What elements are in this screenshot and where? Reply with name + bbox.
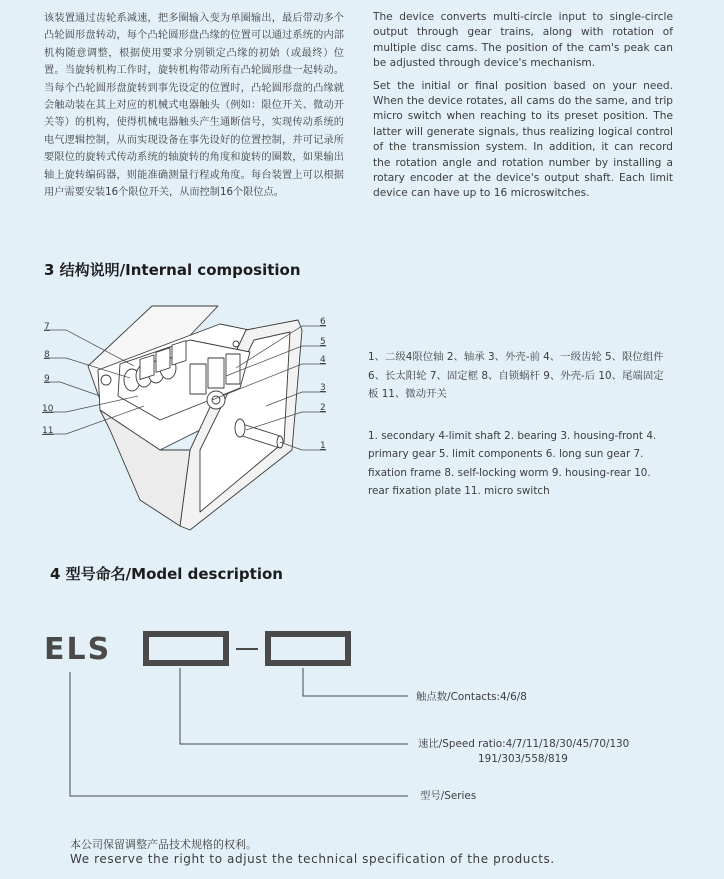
callout-3: 3 <box>320 383 326 393</box>
footer-english: We reserve the right to adjust the technical specification of the products. <box>70 852 555 866</box>
speed-ratio-box <box>146 634 226 663</box>
model-prefix: ELS <box>44 632 112 667</box>
parts-list-english: 1. secondary 4-limit shaft 2. bearing 3. housing-front 4. primary gear 5. limit components 6. long sun gear 7. fixation frame 8. self-locking worm 9. housing-rear 10. rear fixation plate 11. micro switch <box>368 430 657 497</box>
internal-composition-diagram <box>40 300 340 540</box>
contacts-label: 触点数/Contacts:4/6/8 <box>416 691 527 703</box>
callout-2: 2 <box>320 403 326 413</box>
callout-6: 6 <box>320 317 326 327</box>
intro-english-paragraph-1: The device converts multi-circle input to single-circle output through gear trains, along with rotation of multiple disc cams. The position of the cam's peak can be adjusted through device's mechanism. <box>373 11 673 70</box>
section-4-heading: 4 型号命名/Model description <box>50 565 283 583</box>
callout-5: 5 <box>320 337 326 347</box>
parts-list-chinese: 1、二级4限位轴 2、轴承 3、外壳-前 4、一级齿轮 5、限位组件 6、长太阳轮 7、固定框 8、自锁蜗杆 9、外壳-后 10、尾端固定板 11、微动开关 <box>368 351 664 400</box>
callout-7: 7 <box>44 322 50 332</box>
model-code-diagram <box>0 620 724 810</box>
series-label: 型号/Series <box>420 790 477 802</box>
footer-chinese: 本公司保留调整产品技术规格的权利。 <box>70 838 257 851</box>
contacts-box <box>268 634 348 663</box>
section-3-heading: 3 结构说明/Internal composition <box>44 261 301 279</box>
intro-english <box>373 10 673 202</box>
speed-ratio-label: 速比/Speed ratio:4/7/11/18/30/45/70/130 <box>418 738 630 750</box>
callout-10: 10 <box>42 404 54 414</box>
speed-ratio-label-cont: 191/303/558/819 <box>478 753 568 765</box>
intro-chinese-paragraph: 该装置通过齿轮系减速，把多圈输入变为单圈输出，最后带动多个凸轮圆形盘转动，每个凸轮圆形盘凸缘的位置可以通过系统的内部机构随意调整，根据使用要求分别锁定凸缘的初始（或最终）位置。当旋转机构工作时，旋转机构带动所有凸轮圆形盘一起转动。当每个凸轮圆形盘旋转到事先设定的位置时，凸轮圆形盘的凸缘就会触动装在其上对应的机械式电器触头（例如：限位开关、微动开关等）的机构，使得机械电器触头产生通断信号，实现传动系统的电气逻辑控制，从而实现设备在事先设好的位置控制，并可记录所要限位的旋转式传动系统的轴旋转的角度和旋转的圈数，如果输出轴上旋转编码器，则能准确测量行程或角度。每台装置上可以根据用户需要安装16个限位开关，从而控制16个限位点。 <box>44 13 344 199</box>
intro-english-paragraph-2: Set the initial or final position based on your need. When the device rotates, all cams do the same, and trip micro switch when reaching to its preset position. The latter will generate signals, thus realizing logical control of the transmission system. In addition, it can record the rotation angle and rotation number by installing a rotary encoder at the device's output shaft. Each limit device can have up to 16 microswitches. <box>373 79 673 200</box>
callout-9: 9 <box>44 374 50 384</box>
callout-4: 4 <box>320 355 326 365</box>
callout-1: 1 <box>320 441 326 451</box>
callout-8: 8 <box>44 350 50 360</box>
callout-11: 11 <box>42 426 54 436</box>
